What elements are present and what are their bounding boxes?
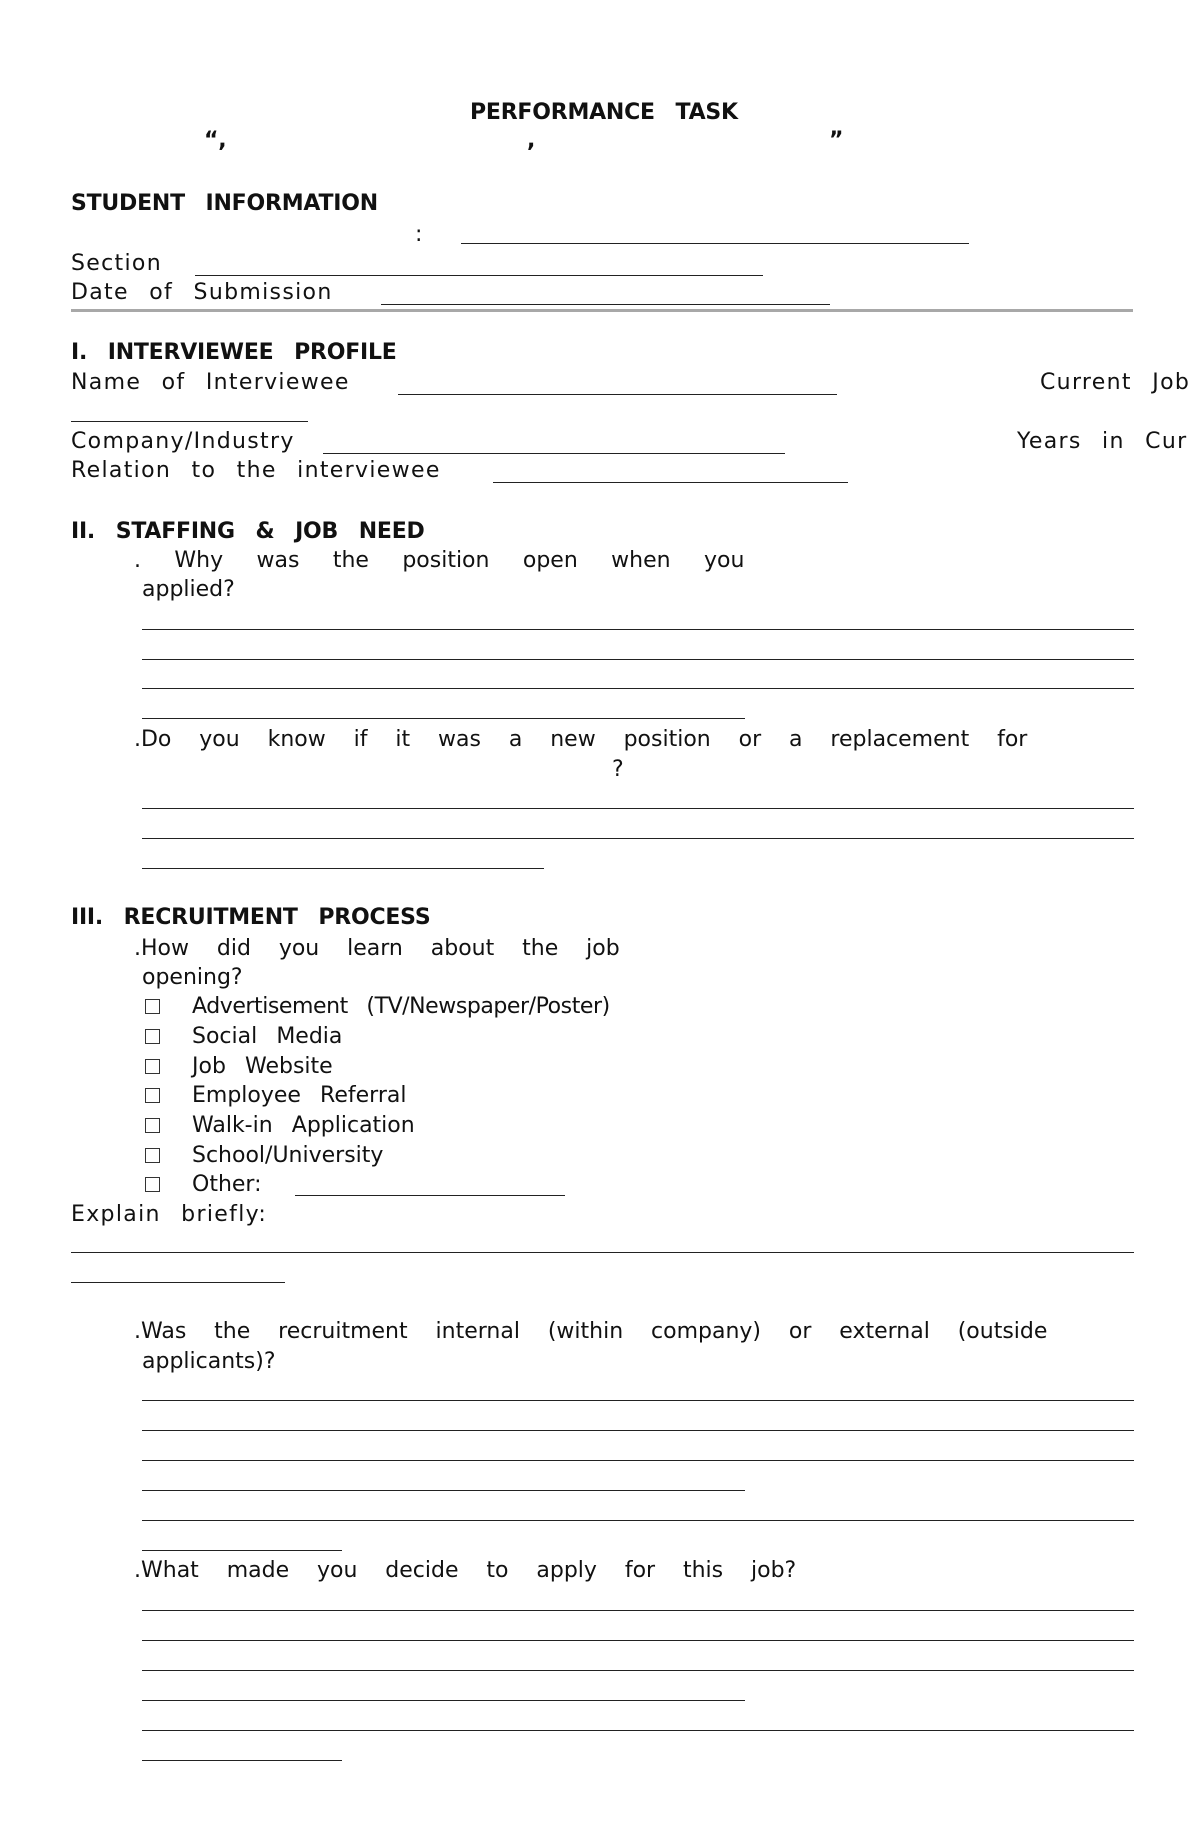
answer-line[interactable] <box>142 1520 1134 1521</box>
option-label-social-media: Social Media <box>192 1024 343 1049</box>
relation-label: Relation to the interviewee <box>71 458 441 483</box>
title-quote-open: “, <box>204 128 227 153</box>
option-label-walk-in-application: Walk-in Application <box>192 1113 415 1138</box>
company-industry-field[interactable] <box>323 453 785 454</box>
checkbox-job-website[interactable] <box>145 1059 160 1074</box>
current-job-label: Current Job <box>1040 370 1191 395</box>
checkbox-advertisement[interactable] <box>145 999 160 1014</box>
answer-line[interactable] <box>142 1670 1134 1671</box>
recruitment-question-2-cont: applicants)? <box>142 1349 276 1374</box>
student-name-field[interactable] <box>461 243 969 244</box>
interviewee-name-field[interactable] <box>398 394 837 395</box>
answer-line[interactable] <box>142 718 745 719</box>
option-label-job-website: Job Website <box>192 1054 333 1079</box>
interviewee-profile-heading: I. INTERVIEWEE PROFILE <box>71 340 397 365</box>
answer-line[interactable] <box>142 808 1134 809</box>
date-of-submission-label: Date of Submission <box>71 280 333 305</box>
staffing-heading: II. STAFFING & JOB NEED <box>71 519 425 544</box>
answer-line[interactable] <box>142 868 544 869</box>
other-specify-field[interactable] <box>295 1195 565 1196</box>
student-name-colon: : <box>415 222 423 247</box>
answer-line[interactable] <box>142 1430 1134 1431</box>
relation-field[interactable] <box>493 482 848 483</box>
answer-line[interactable] <box>71 1252 1134 1253</box>
recruitment-question-3: .What made you decide to apply for this job? <box>134 1558 797 1583</box>
section-field[interactable] <box>195 275 763 276</box>
checkbox-employee-referral[interactable] <box>145 1088 160 1103</box>
current-job-field[interactable] <box>71 421 308 422</box>
date-of-submission-field[interactable] <box>381 304 830 305</box>
answer-line[interactable] <box>142 1640 1134 1641</box>
section-divider <box>71 309 1133 312</box>
option-label-other: Other: <box>192 1172 262 1197</box>
staffing-question-1-cont: applied? <box>142 577 235 602</box>
explain-briefly-label: Explain briefly: <box>71 1202 268 1227</box>
answer-line[interactable] <box>71 1282 285 1283</box>
answer-line[interactable] <box>142 629 1134 630</box>
title-comma: , <box>527 128 536 153</box>
staffing-question-2: .Do you know if it was a new position or a replacement for <box>134 727 1028 752</box>
answer-line[interactable] <box>142 688 1134 689</box>
checkbox-social-media[interactable] <box>145 1029 160 1044</box>
checkbox-school-university[interactable] <box>145 1148 160 1163</box>
recruitment-heading: III. RECRUITMENT PROCESS <box>71 905 431 930</box>
interviewee-name-label: Name of Interviewee <box>71 370 350 395</box>
answer-line[interactable] <box>142 1730 1134 1731</box>
answer-line[interactable] <box>142 1490 745 1491</box>
title-quote-close: ” <box>829 128 844 153</box>
answer-line[interactable] <box>142 1760 342 1761</box>
checkbox-walk-in-application[interactable] <box>145 1118 160 1133</box>
page-title: PERFORMANCE TASK <box>470 100 738 125</box>
answer-line[interactable] <box>142 1550 342 1551</box>
answer-line[interactable] <box>142 1610 1134 1611</box>
staffing-question-1: . Why was the position open when you <box>134 548 745 573</box>
option-label-advertisement: Advertisement (TV/Newspaper/Poster) <box>192 994 610 1019</box>
recruitment-question-2: .Was the recruitment internal (within company) or external (outside <box>134 1319 1048 1344</box>
recruitment-question-1: .How did you learn about the job <box>134 936 620 961</box>
answer-line[interactable] <box>142 1400 1134 1401</box>
company-industry-label: Company/Industry <box>71 429 295 454</box>
student-information-heading: STUDENT INFORMATION <box>71 191 378 216</box>
checkbox-other[interactable] <box>145 1177 160 1192</box>
answer-line[interactable] <box>142 1460 1134 1461</box>
recruitment-question-1-cont: opening? <box>142 965 243 990</box>
years-in-current-job-label: Years in Cur <box>1017 429 1188 454</box>
answer-line[interactable] <box>142 659 1134 660</box>
option-label-employee-referral: Employee Referral <box>192 1083 407 1108</box>
section-label: Section <box>71 251 162 276</box>
answer-line[interactable] <box>142 1700 745 1701</box>
staffing-question-2-cont: ? <box>612 757 624 782</box>
option-label-school-university: School/University <box>192 1143 384 1168</box>
answer-line[interactable] <box>142 838 1134 839</box>
